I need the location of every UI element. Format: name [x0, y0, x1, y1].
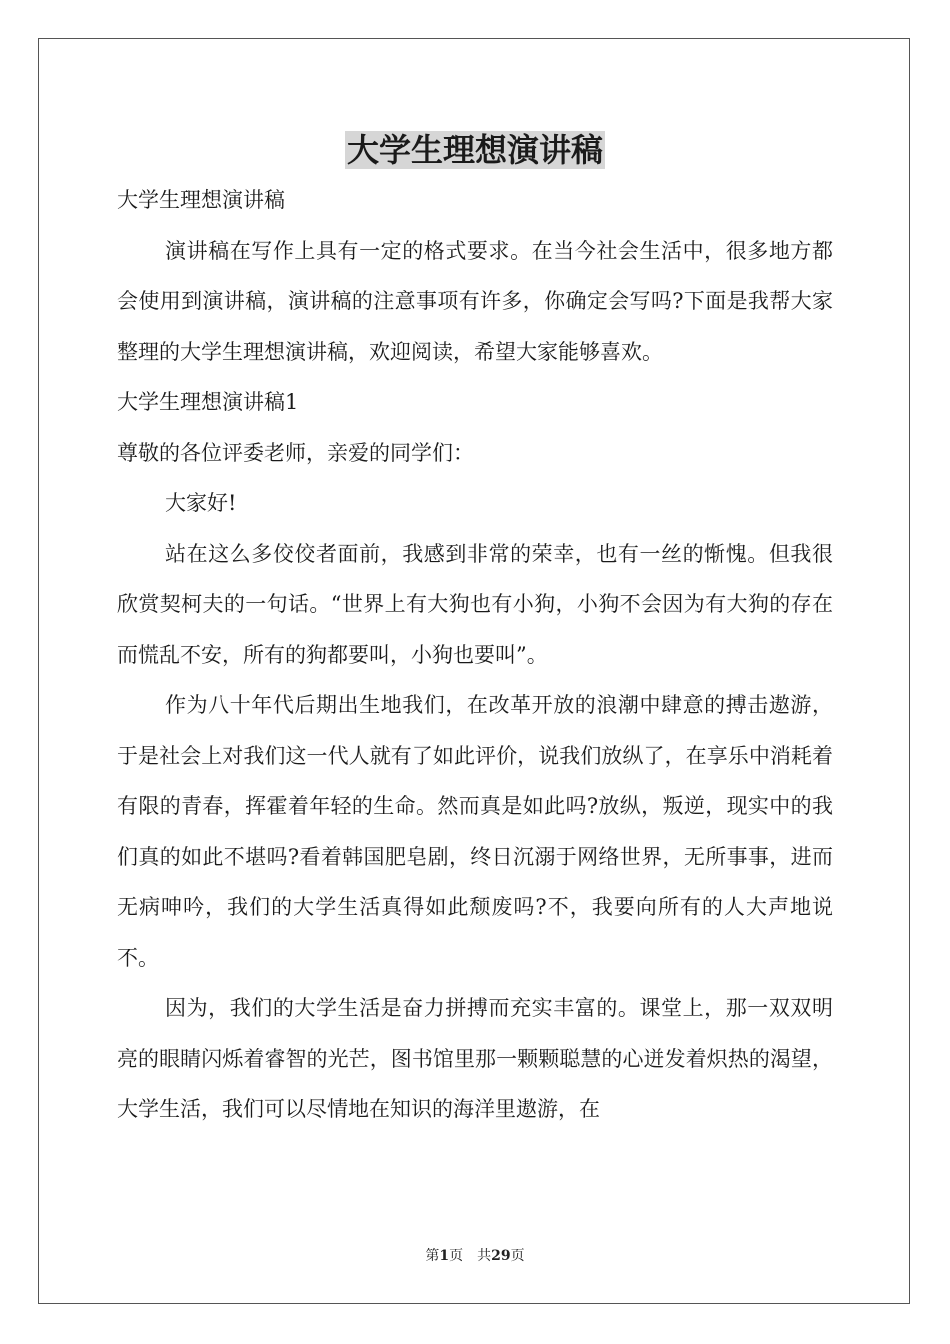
page-number: 1: [439, 1248, 450, 1264]
section-heading: 大学生理想演讲稿1: [117, 390, 299, 414]
document-title-text: 大学生理想演讲稿: [346, 131, 603, 169]
body-paragraph: 作为八十年代后期出生地我们，在改革开放的浪潮中肆意的搏击遨游，于是社会上对我们这一代人就有了如此评价，说我们放纵了，在享乐中消耗着有限的青春，挥霍着年轻的生命。然而真是如此吗?放纵，叛逆，现实中的我们真的如此不堪吗?看着韩国肥皂剧，终日沉溺于网络世界，无所事事，进而无病呻吟，我们的大学生活真得如此颓废吗?不，我要向所有的人大声地说不。: [117, 693, 833, 970]
greeting: 大家好!: [165, 491, 237, 515]
page-footer: [0, 1245, 950, 1265]
intro-paragraph: 演讲稿在写作上具有一定的格式要求。在当今社会生活中，很多地方都会使用到演讲稿，演讲稿的注意事项有许多，你确定会写吗?下面是我帮大家整理的大学生理想演讲稿，欢迎阅读，希望大家能够喜欢。: [117, 238, 833, 364]
total-prefix: 共: [477, 1248, 492, 1264]
page-suffix: 页: [449, 1248, 464, 1264]
page-prefix: 第: [425, 1248, 440, 1264]
document-title: [0, 126, 950, 174]
body-paragraph: 站在这么多佼佼者面前，我感到非常的荣幸，也有一丝的惭愧。但我很欣赏契柯夫的一句话。“世界上有大狗也有小狗，小狗不会因为有大狗的存在而慌乱不安，所有的狗都要叫，小狗也要叫”。: [117, 541, 833, 667]
body-paragraph: 因为，我们的大学生活是奋力拼搏而充实丰富的。课堂上，那一双双明亮的眼睛闪烁着睿智的光芒，图书馆里那一颗颗聪慧的心迸发着炽热的渴望，大学生活，我们可以尽情地在知识的海洋里遨游，在: [117, 996, 833, 1121]
total-pages: 29: [491, 1248, 511, 1264]
document-subtitle: 大学生理想演讲稿: [117, 188, 285, 212]
salutation: 尊敬的各位评委老师，亲爱的同学们：: [117, 440, 474, 465]
document-body: [117, 175, 833, 1135]
total-suffix: 页: [510, 1248, 525, 1264]
